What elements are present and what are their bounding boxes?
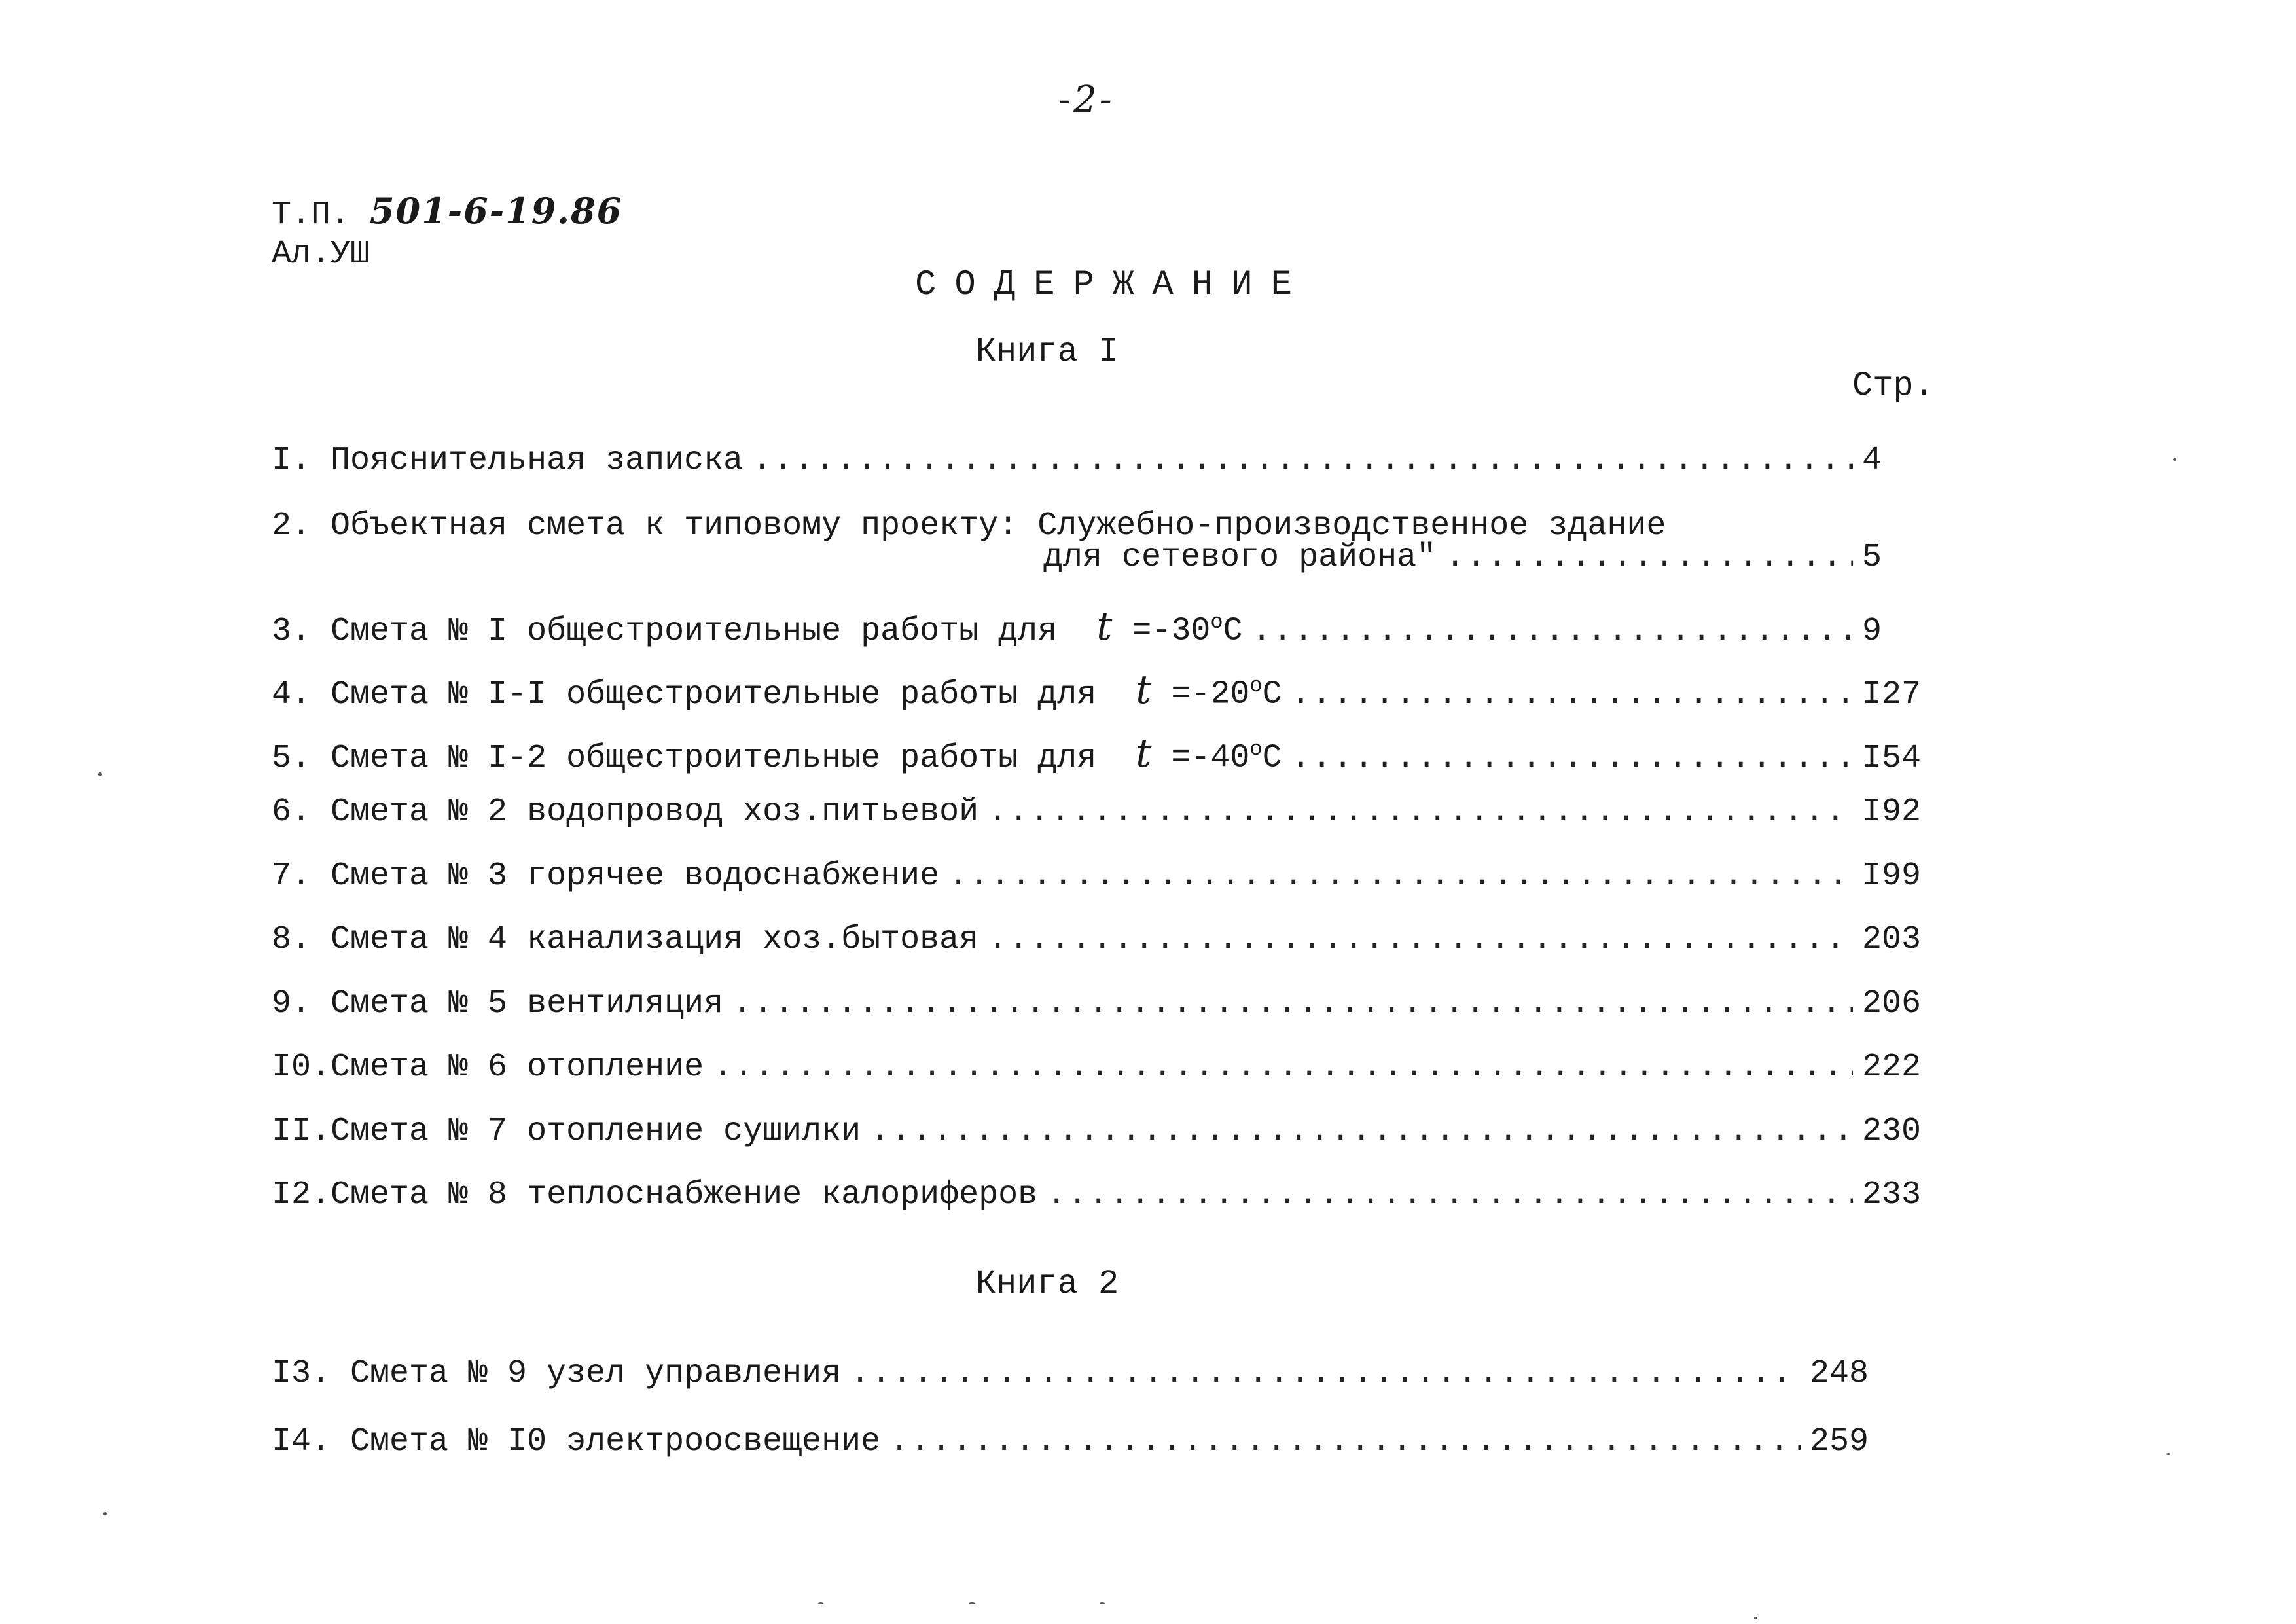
scan-speck: [2166, 1453, 2170, 1455]
toc-entry-page: 259: [1810, 1423, 1869, 1460]
dot-leader: [1291, 740, 1853, 777]
toc-entry-page: 9: [1862, 613, 1882, 650]
dot-leader: [1445, 539, 1853, 576]
temperature-value: $=-30^oС$: [1132, 610, 1243, 650]
scan-speck: [98, 772, 102, 776]
scan-speck: [1754, 1617, 1757, 1619]
toc-entry: [272, 793, 1947, 831]
album-label: Ал.УШ: [272, 236, 370, 273]
toc-entry-label-line2: для сетевого района": [1043, 539, 1437, 576]
toc-entry-label: 5. Смета № I-2 общестроительные работы для: [272, 740, 1097, 777]
toc-entry: [272, 921, 1947, 958]
scan-speck: [969, 1602, 975, 1604]
toc-entry: [272, 667, 1947, 713]
dot-leader: [889, 1423, 1801, 1460]
dot-leader: [850, 1355, 1801, 1392]
page-title: СОДЕРЖАНИЕ: [914, 265, 1311, 305]
dot-leader: [870, 1113, 1853, 1150]
toc-entry-page: 5: [1862, 539, 1882, 576]
toc-entry: [272, 1049, 1947, 1086]
toc-entry-label: 7. Смета № 3 горячее водоснабжение: [272, 857, 940, 895]
temperature-symbol: t: [1096, 604, 1113, 649]
toc-entry-label: 8. Смета № 4 канализация хоз.бытовая: [272, 921, 979, 958]
toc-entry: [272, 1355, 1895, 1392]
toc-entry-page: 203: [1862, 921, 1922, 958]
toc-entry-page: I54: [1862, 740, 1922, 777]
toc-entry-label-line1: 2. Объектная смета к типовому проекту: Служебно-производственное здание: [272, 507, 1666, 545]
scan-speck: [818, 1602, 823, 1604]
dot-leader: [1252, 613, 1853, 650]
toc-entry-label: I2.Смета № 8 теплоснабжение калориферов: [272, 1176, 1038, 1214]
dot-leader: [948, 857, 1853, 895]
toc-entry: [272, 857, 1947, 895]
temperature-value: $=-20^oС$: [1171, 674, 1282, 713]
toc-entry-label: 4. Смета № I-I общестроительные работы для: [272, 676, 1097, 713]
book1-heading: Книга I: [975, 333, 1119, 371]
dot-leader: [988, 793, 1853, 831]
scan-speck: [2173, 458, 2176, 461]
toc-entry-label: I3. Смета № 9 узел управления: [272, 1355, 842, 1392]
document-code-block: [272, 191, 622, 274]
page-number: -2-: [1058, 79, 1115, 121]
toc-entry: [272, 1113, 1947, 1150]
toc-entry-label: 9. Смета № 5 вентиляция: [272, 985, 724, 1022]
temperature-symbol: t: [1136, 731, 1152, 776]
scan-speck: [103, 1512, 107, 1515]
toc-entry-page: 248: [1810, 1355, 1869, 1392]
toc-entry: [272, 1423, 1895, 1460]
doc-code-prefix: Т.П.: [272, 196, 351, 234]
toc-entry-page: 233: [1862, 1176, 1922, 1214]
toc-entry-label: 6. Смета № 2 водопровод хоз.питьевой: [272, 793, 979, 831]
dot-leader: [988, 921, 1853, 958]
dot-leader: [732, 985, 1853, 1022]
toc-entry-page: 230: [1862, 1113, 1922, 1150]
dot-leader: [1047, 1176, 1853, 1214]
dot-leader: [713, 1049, 1853, 1086]
temperature-symbol: t: [1136, 667, 1152, 713]
toc-entry: [272, 442, 1947, 479]
toc-entry-page: I99: [1862, 857, 1922, 895]
book2-heading: Книга 2: [975, 1265, 1119, 1303]
temperature-value: $=-40^oС$: [1171, 737, 1282, 777]
toc-entry-page: 4: [1862, 442, 1882, 479]
toc-entry-page: 206: [1862, 985, 1922, 1022]
toc-entry-label: 3. Смета № I общестроительные работы для: [272, 613, 1058, 650]
toc-entry-label: I4. Смета № I0 электроосвещение: [272, 1423, 881, 1460]
toc-entry: [272, 1176, 1947, 1214]
toc-entry: [272, 604, 1947, 650]
toc-entry-page: I27: [1862, 676, 1922, 713]
scan-speck: [1100, 1602, 1105, 1604]
toc-entry-page: 222: [1862, 1049, 1922, 1086]
toc-entry-label: I0.Смета № 6 отопление: [272, 1049, 704, 1086]
dot-leader: [1291, 676, 1853, 713]
toc-entry-label: I. Пояснительная записка: [272, 442, 744, 479]
toc-entry: [272, 985, 1947, 1022]
toc-entry-page: I92: [1862, 793, 1922, 831]
toc-entry: [1043, 539, 1947, 576]
doc-code-handwritten: 501-6-19.86: [370, 190, 623, 232]
dot-leader: [752, 442, 1853, 479]
toc-entry: [272, 731, 1947, 777]
page-column-header: Стр.: [1852, 367, 1934, 405]
toc-entry-label: II.Смета № 7 отопление сушилки: [272, 1113, 861, 1150]
